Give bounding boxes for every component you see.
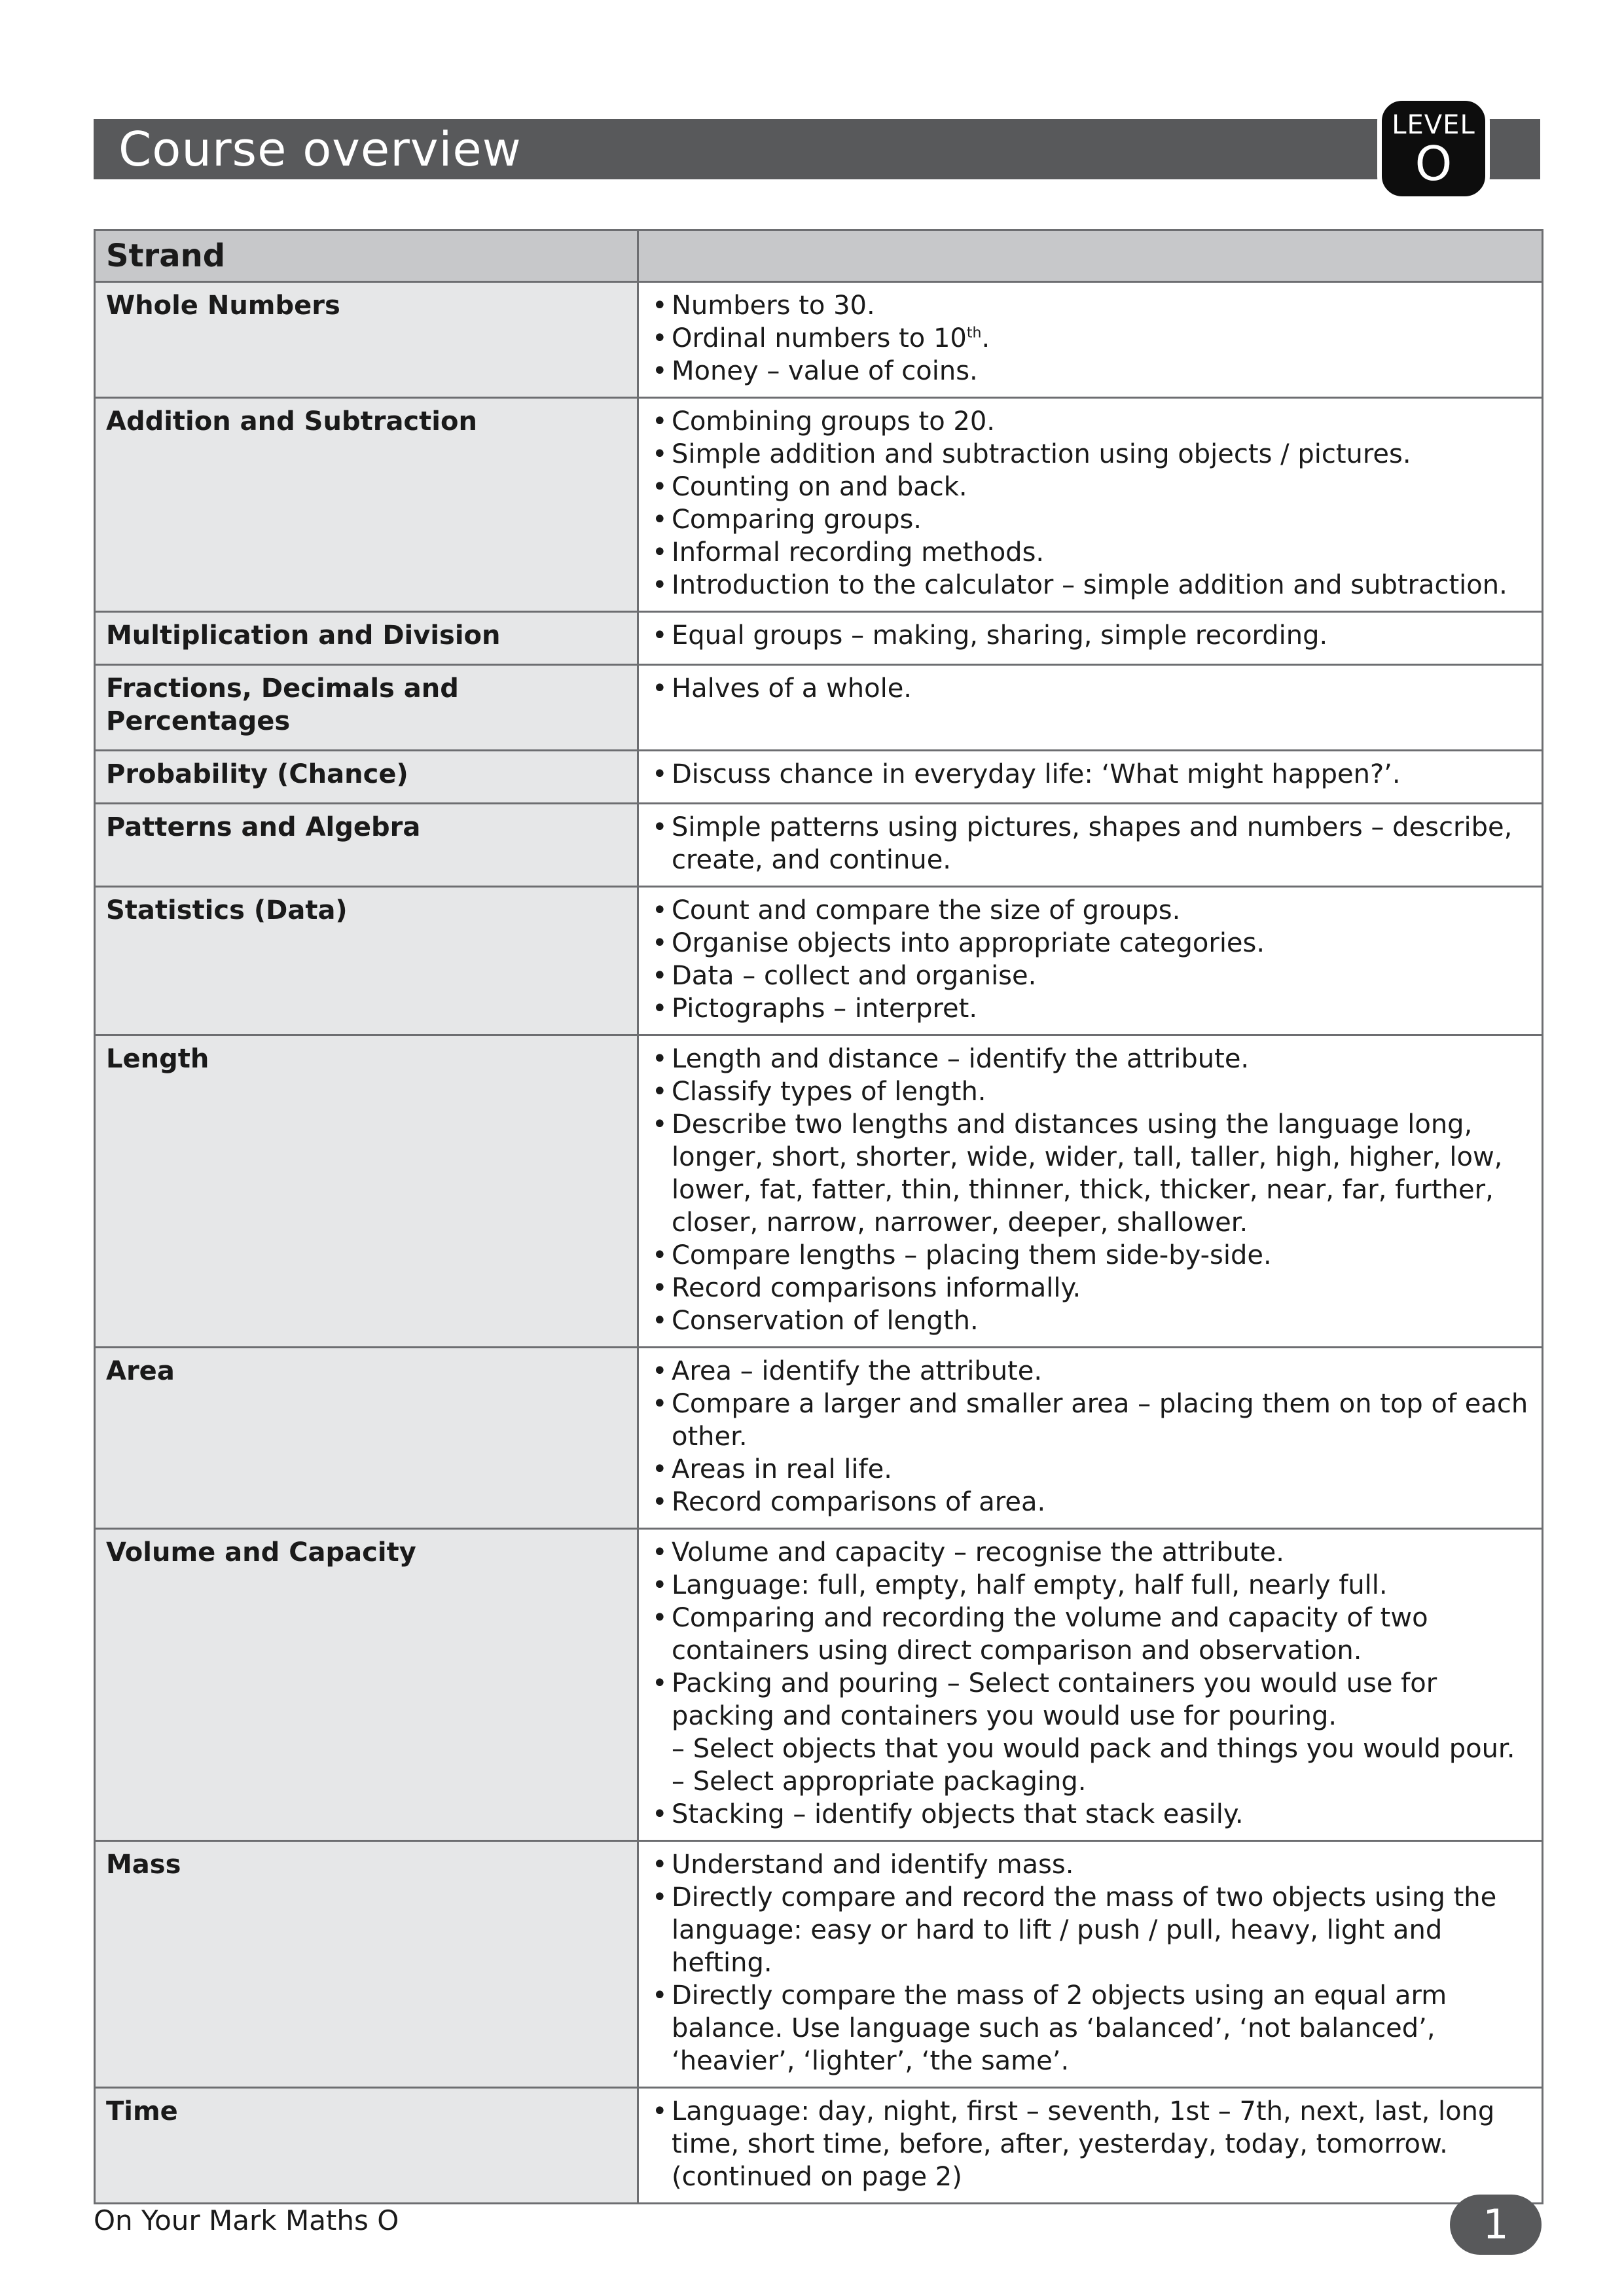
list-item-text: Describe two lengths and distances using the language long, longer, short, shorter, wide, wider, tall, taller, high, higher, low, lower, fat, fatter, thin, thinner, thick, thicker, near, far, further, closer, narrow, narrower, deeper, shallower. xyxy=(672,1109,1503,1238)
list-item-text: Compare a larger and smaller area – placing them on top of each other. xyxy=(672,1389,1528,1452)
list-item-text: Numbers to 30. xyxy=(672,291,875,321)
list-item xyxy=(649,758,1531,791)
list-item xyxy=(649,992,1531,1025)
strand-name: Area xyxy=(95,1348,638,1529)
list-item-text: Packing and pouring – Select containers you would use for packing and containers you would use for pouring. xyxy=(672,1668,1437,1731)
content-list xyxy=(649,1355,1531,1518)
list-item-text: Counting on and back. xyxy=(672,472,967,502)
content-list xyxy=(649,619,1531,652)
list-item-text: Stacking – identify objects that stack easily. xyxy=(672,1799,1244,1829)
list-item xyxy=(649,1239,1531,1272)
list-item-text: Record comparisons of area. xyxy=(672,1487,1046,1517)
content-list xyxy=(649,405,1531,601)
content-list xyxy=(649,2095,1531,2193)
list-item-text: Conservation of length. xyxy=(672,1306,979,1336)
list-item xyxy=(649,1486,1531,1518)
strand-content xyxy=(638,665,1543,751)
table-row xyxy=(95,751,1543,804)
list-item-text: Language: full, empty, half empty, half full, nearly full. xyxy=(672,1570,1388,1600)
content-list xyxy=(649,758,1531,791)
list-item xyxy=(649,438,1531,471)
table-row xyxy=(95,282,1543,398)
table-row xyxy=(95,612,1543,665)
table-row xyxy=(95,2088,1543,2204)
strand-name: Whole Numbers xyxy=(95,282,638,398)
strand-content xyxy=(638,1529,1543,1841)
list-item xyxy=(649,1602,1531,1667)
list-item-text: – Select objects that you would pack and things you would pour. xyxy=(672,1734,1515,1764)
list-item xyxy=(649,1272,1531,1304)
list-item xyxy=(649,1304,1531,1337)
list-item-text: Discuss chance in everyday life: ‘What might happen?’. xyxy=(672,759,1401,789)
list-item-text: Introduction to the calculator – simple addition and subtraction. xyxy=(672,570,1507,600)
list-item xyxy=(649,289,1531,322)
list-item xyxy=(649,1355,1531,1388)
list-item-text: Length and distance – identify the attribute. xyxy=(672,1044,1250,1074)
table-row xyxy=(95,804,1543,887)
content-list xyxy=(649,894,1531,1025)
list-item-text: Equal groups – making, sharing, simple recording. xyxy=(672,620,1328,651)
list-item xyxy=(649,355,1531,387)
list-item xyxy=(649,1453,1531,1486)
list-item-text: Area – identify the attribute. xyxy=(672,1356,1043,1386)
list-item xyxy=(649,322,1531,355)
content-list xyxy=(649,672,1531,705)
list-item xyxy=(649,536,1531,569)
strand-content xyxy=(638,612,1543,665)
table-row xyxy=(95,1348,1543,1529)
list-item xyxy=(649,894,1531,927)
list-item xyxy=(649,1765,1531,1798)
header-bar xyxy=(94,119,1540,179)
level-value: O xyxy=(1415,136,1453,191)
strand-content xyxy=(638,2088,1543,2204)
strand-column-header: Strand xyxy=(95,230,638,282)
strand-content xyxy=(638,1348,1543,1529)
list-item xyxy=(649,1667,1531,1732)
level-badge xyxy=(1377,96,1490,201)
list-item-text: Simple addition and subtraction using objects / pictures. xyxy=(672,439,1411,469)
table-row xyxy=(95,887,1543,1035)
list-item xyxy=(649,927,1531,960)
list-item-text: Directly compare the mass of 2 objects using an equal arm balance. Use language such as ‘balanced’, ‘not balanced’, ‘heavier’, ‘lighter’, ‘the same’. xyxy=(672,1981,1447,2076)
table-row xyxy=(95,665,1543,751)
list-item-text: Compare lengths – placing them side-by-side. xyxy=(672,1240,1272,1270)
list-item-text: Combining groups to 20. xyxy=(672,406,996,437)
strand-name: Statistics (Data) xyxy=(95,887,638,1035)
strand-name: Length xyxy=(95,1035,638,1348)
content-list xyxy=(649,1043,1531,1337)
list-item xyxy=(649,619,1531,652)
superscript: th xyxy=(966,325,982,342)
list-item-text: Understand and identify mass. xyxy=(672,1850,1074,1880)
list-item-text: Halves of a whole. xyxy=(672,673,912,704)
list-item-text: Count and compare the size of groups. xyxy=(672,895,1181,925)
list-item-text: – Select appropriate packaging. xyxy=(672,1767,1087,1797)
strand-content xyxy=(638,398,1543,612)
list-item-text: Simple patterns using pictures, shapes and numbers – describe, create, and continue. xyxy=(672,812,1513,875)
list-item xyxy=(649,1732,1531,1765)
list-item xyxy=(649,811,1531,876)
table-row xyxy=(95,1841,1543,2088)
list-item xyxy=(649,672,1531,705)
content-list xyxy=(649,1848,1531,2077)
level-label: LEVEL xyxy=(1392,110,1475,140)
list-item xyxy=(649,1979,1531,2077)
strand-name: Patterns and Algebra xyxy=(95,804,638,887)
list-item xyxy=(649,1881,1531,1979)
list-item xyxy=(649,503,1531,536)
table-row xyxy=(95,1529,1543,1841)
page-title: Course overview xyxy=(118,122,522,177)
list-item xyxy=(649,1798,1531,1831)
list-item xyxy=(649,1536,1531,1569)
strand-content xyxy=(638,282,1543,398)
strand-content xyxy=(638,751,1543,804)
list-item-text: Informal recording methods. xyxy=(672,537,1045,567)
strand-name: Volume and Capacity xyxy=(95,1529,638,1841)
strand-name: Time xyxy=(95,2088,638,2204)
list-item xyxy=(649,960,1531,992)
list-item xyxy=(649,2095,1531,2193)
book-title: On Your Mark Maths O xyxy=(94,2204,399,2236)
table-row xyxy=(95,1035,1543,1348)
table-body xyxy=(95,282,1543,2204)
table-header-row xyxy=(95,230,1543,282)
page-number: 1 xyxy=(1450,2195,1542,2255)
list-item xyxy=(649,1569,1531,1602)
list-item xyxy=(649,1108,1531,1239)
strand-content xyxy=(638,1035,1543,1348)
table-row xyxy=(95,398,1543,612)
strand-content xyxy=(638,1841,1543,2088)
list-item-text: Pictographs – interpret. xyxy=(672,994,978,1024)
content-list xyxy=(649,811,1531,876)
list-item xyxy=(649,569,1531,601)
list-item-text: Data – collect and organise. xyxy=(672,961,1037,991)
list-item-text: Volume and capacity – recognise the attribute. xyxy=(672,1537,1284,1568)
course-overview-table xyxy=(94,229,1543,2204)
content-list xyxy=(649,289,1531,387)
strand-name: Mass xyxy=(95,1841,638,2088)
list-item-text: Areas in real life. xyxy=(672,1454,892,1484)
list-item-text: Comparing and recording the volume and capacity of two containers using direct comparison and observation. xyxy=(672,1603,1428,1666)
content-list xyxy=(649,1536,1531,1831)
list-item-text: Money – value of coins. xyxy=(672,356,978,386)
list-item-text: Organise objects into appropriate categories. xyxy=(672,928,1265,958)
list-item xyxy=(649,405,1531,438)
list-item xyxy=(649,1043,1531,1075)
list-item xyxy=(649,1848,1531,1881)
strand-name: Multiplication and Division xyxy=(95,612,638,665)
content-column-header xyxy=(638,230,1543,282)
strand-content xyxy=(638,887,1543,1035)
list-item-text: Classify types of length. xyxy=(672,1077,986,1107)
strand-name: Probability (Chance) xyxy=(95,751,638,804)
strand-content xyxy=(638,804,1543,887)
list-item-text: Ordinal numbers to 10 xyxy=(672,323,967,353)
list-item xyxy=(649,1388,1531,1453)
list-item-text: Directly compare and record the mass of two objects using the language: easy or hard to lift / push / pull, heavy, light and hefting. xyxy=(672,1882,1497,1978)
list-item-text: Comparing groups. xyxy=(672,505,922,535)
strand-name: Fractions, Decimals and Percentages xyxy=(95,665,638,751)
strand-name: Addition and Subtraction xyxy=(95,398,638,612)
list-item-suffix: . xyxy=(981,323,990,353)
list-item-text: Record comparisons informally. xyxy=(672,1273,1081,1303)
list-item-text: Language: day, night, first – seventh, 1st – 7th, next, last, long time, short time, before, after, yesterday, today, tomorrow. (continued on page 2) xyxy=(672,2096,1495,2192)
list-item xyxy=(649,471,1531,503)
list-item xyxy=(649,1075,1531,1108)
